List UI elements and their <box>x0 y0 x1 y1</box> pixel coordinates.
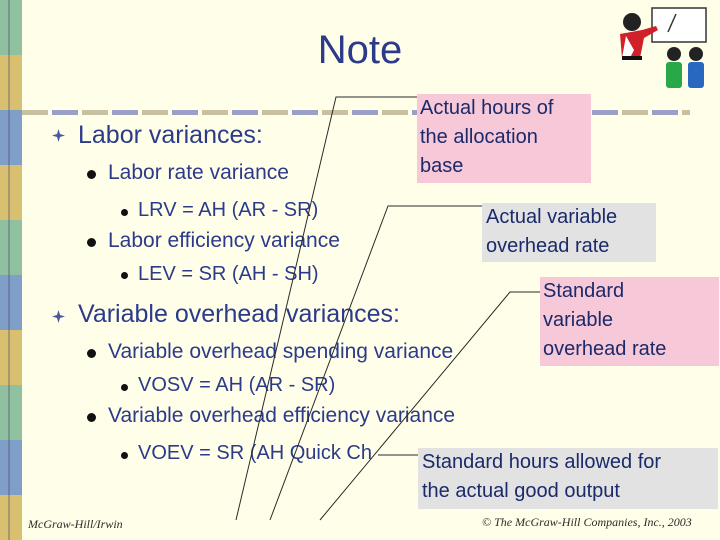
bullet-labor-efficiency-variance: Labor efficiency variance <box>108 229 340 252</box>
formula-lrv: LRV = AH (AR - SR) <box>138 199 319 221</box>
slide-title: Note <box>317 28 403 72</box>
connector-actual-hours <box>236 97 417 520</box>
footer-publisher: McGraw-Hill/Irwin <box>28 517 123 531</box>
bullet-variable-overhead-variances: Variable overhead variances: <box>78 300 400 328</box>
bullet-labor-rate-variance: Labor rate variance <box>108 161 289 184</box>
callout-actual-hours <box>417 94 591 183</box>
formula-voev: VOEV = SR (AH Quick Ch <box>138 442 372 464</box>
callout-standard-hours-line1: Standard hours allowed for <box>422 451 662 473</box>
callout-actual-hours-line2: the allocation <box>420 126 538 148</box>
callout-standard-variable-rate <box>540 277 719 366</box>
callout-standard-hours <box>418 448 718 509</box>
callout-standard-hours-line2: the actual good output <box>422 480 620 502</box>
formula-lev: LEV = SR (AH - SH) <box>138 263 319 285</box>
callout-standard-rate-line1: Standard <box>543 280 625 302</box>
callout-actual-rate-line2: overhead rate <box>486 235 610 257</box>
callout-actual-hours-line3: base <box>420 155 464 177</box>
callout-standard-rate-line3: overhead rate <box>543 338 667 360</box>
callout-actual-variable-rate <box>482 203 656 262</box>
callout-actual-rate-line1: Actual variable <box>486 206 618 228</box>
footer-copyright: © The McGraw-Hill Companies, Inc., 2003 <box>482 515 692 529</box>
callout-actual-hours-line1: Actual hours of <box>420 97 554 119</box>
bullet-voh-spending-variance: Variable overhead spending variance <box>108 340 454 363</box>
callout-standard-rate-line2: variable <box>543 309 614 331</box>
bullet-labor-variances: Labor variances: <box>78 121 263 149</box>
bullet-voh-efficiency-variance: Variable overhead efficiency variance <box>108 404 456 427</box>
formula-vosv: VOSV = AH (AR - SR) <box>138 374 336 396</box>
